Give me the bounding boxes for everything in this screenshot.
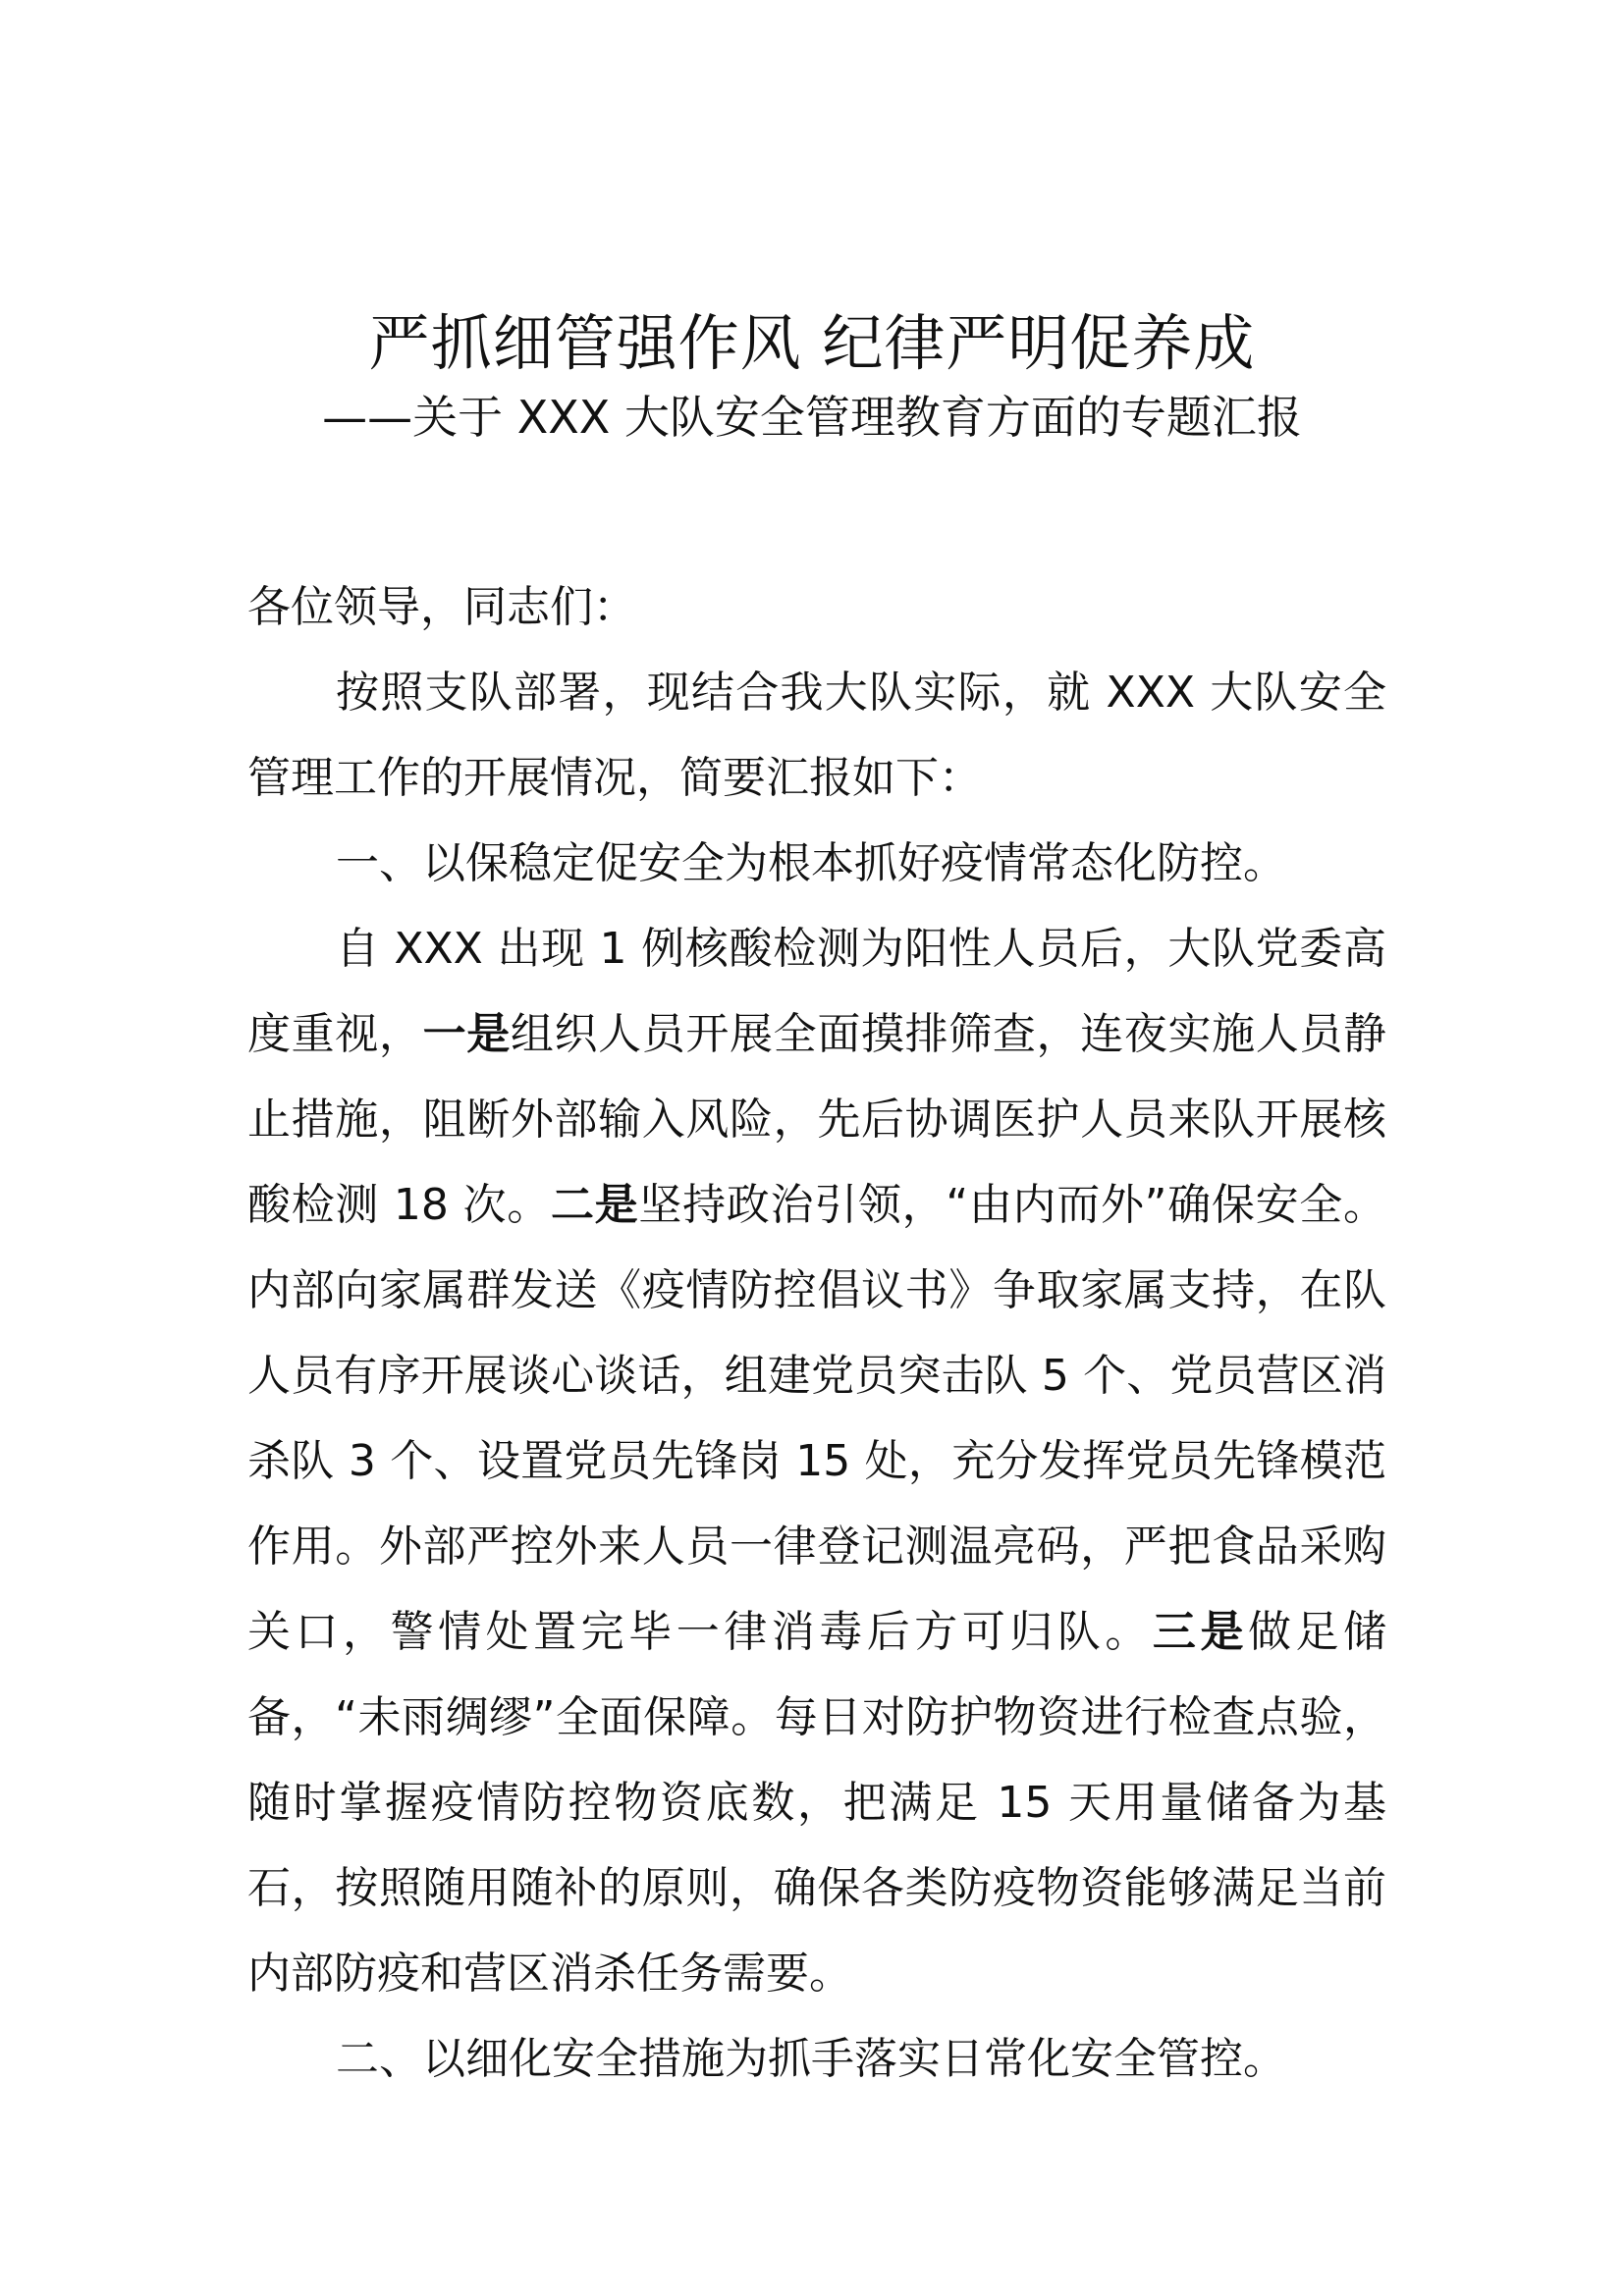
point-1-label: 一是 xyxy=(422,1009,511,1059)
point-2-text: 坚持政治引领，“由内而外”确保安全。内部向家属群发送《疫情防控倡议书》争取家属支持，在队人员有序开展谈心谈话，组建党员突击队 5 个、党员营区消杀队 3 个、设置党员先锋岗 15 处，充分发挥党员先锋模范作用。外部严控外来人员一律登记测温亮码，严把食品采购关口，警情处置完毕一律消毒后方可归队。 xyxy=(247,1180,1387,1657)
point-1-text: 组织人员开展全面摸排筛查，连夜实施人员静止措施，阻断外部输入风险，先后协调医护人员来队开展核酸检测 18 次。 xyxy=(247,1009,1387,1230)
section-1-lead: 自 XXX 出现 1 例核酸检测为阳性人员后，大队党委高度重视， xyxy=(247,924,1386,1059)
salutation: 各位领导，同志们： xyxy=(247,582,636,632)
section-2-heading: 二、以细化安全措施为抓手落实日常化安全管控。 xyxy=(336,2034,1286,2084)
intro-paragraph: 按照支队部署，现结合我大队实际，就 XXX 大队安全管理工作的开展情况，简要汇报如下： xyxy=(247,667,1386,803)
point-3-text: 做足储备，“未雨绸缪”全面保障。每日对防护物资进行检查点验，随时掌握疫情防控物资底数，把满足 15 天用量储备为基石，按照随用随补的原则，确保各类防疫物资能够满足当前内部防疫和营区消杀任务需要。 xyxy=(247,1607,1387,1999)
section-1-paragraph xyxy=(247,906,1386,2016)
section-1-heading: 一、以保稳定促安全为根本抓好疫情常态化防控。 xyxy=(336,838,1286,888)
document-title: 严抓细管强作风 纪律严明促养成 xyxy=(368,307,1256,379)
document-body xyxy=(247,564,1386,2102)
document-subtitle: ——关于 XXX 大队安全管理教育方面的专题汇报 xyxy=(322,391,1302,444)
point-3-label: 三是 xyxy=(1152,1607,1248,1657)
point-2-label: 二是 xyxy=(550,1180,639,1230)
